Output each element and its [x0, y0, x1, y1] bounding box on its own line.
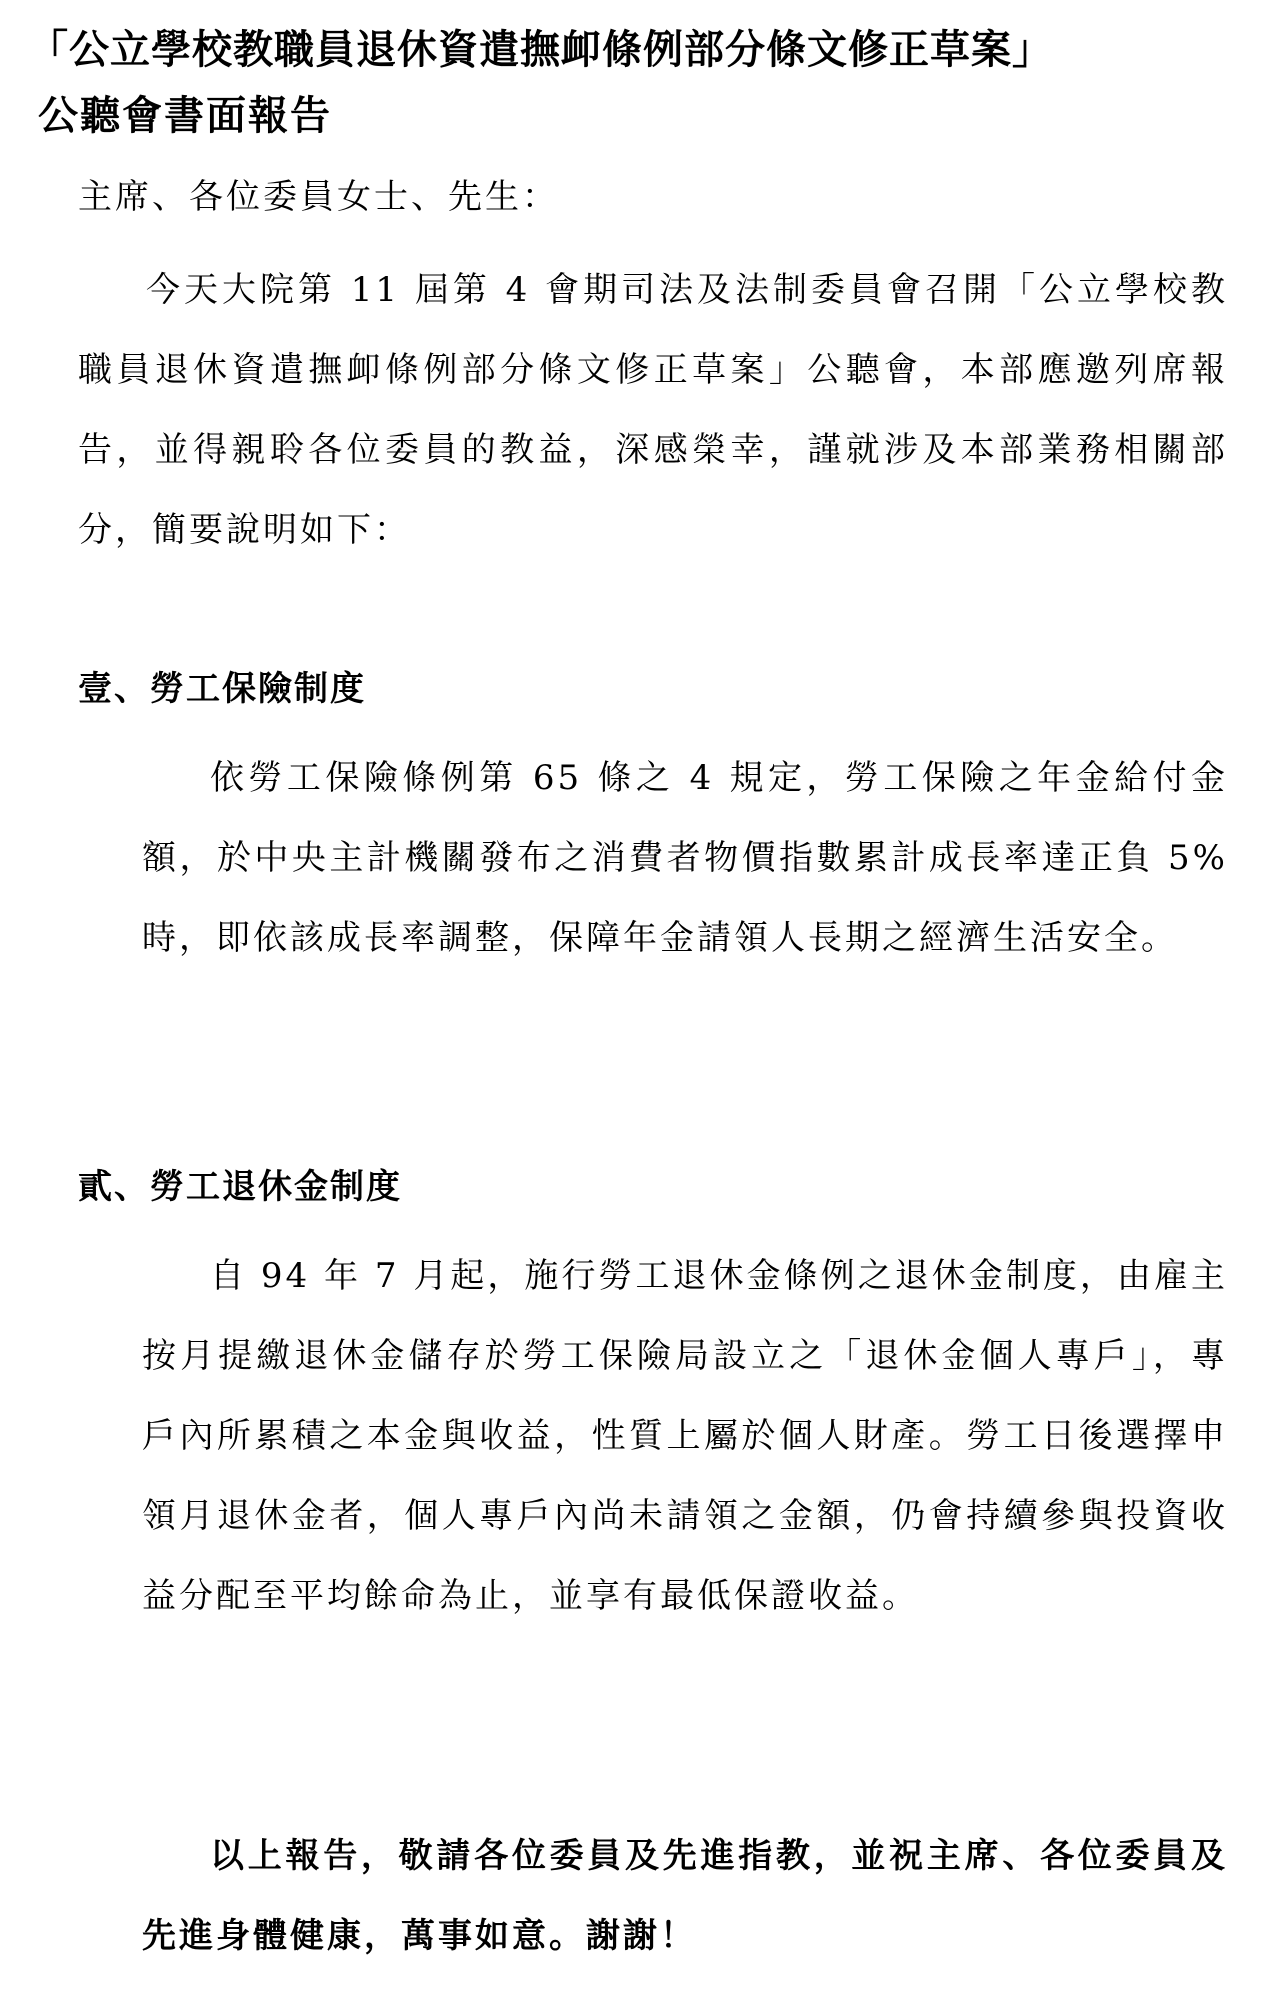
document-subtitle: 公聽會書面報告	[38, 93, 332, 139]
section-body-labor-pension: 自 94 年 7 月起，施行勞工退休金條例之退休金制度，由雇主按月提繳退休金儲存於勞工保險局設立之「退休金個人專戶」，專戶內所累積之本金與收益，性質上屬於個人財產。勞工日後選擇申領月退休金者，個人專戶內尚未請領之金額，仍會持續參與投資收益分配至平均餘命為止，並享有最低保證收益。	[142, 1256, 1228, 1616]
section-heading-labor-insurance: 壹、勞工保險制度	[78, 669, 366, 709]
section-body-labor-insurance: 依勞工保險條例第 65 條之 4 規定，勞工保險之年金給付金額，於中央主計機關發布之消費者物價指數累計成長率達正負 5%時，即依該成長率調整，保障年金請領人長期之經濟生活安全。	[142, 758, 1228, 958]
document-title: 「公立學校教職員退休資遣撫卹條例部分條文修正草案」	[28, 27, 1053, 73]
intro-paragraph: 今天大院第 11 屆第 4 會期司法及法制委員會召開「公立學校教職員退休資遣撫卹條例部分條文修正草案」公聽會，本部應邀列席報告，並得親聆各位委員的教益，深感榮幸，謹就涉及本部業務相關部分，簡要說明如下：	[78, 270, 1228, 550]
closing-paragraph: 以上報告，敬請各位委員及先進指教，並祝主席、各位委員及先進身體健康，萬事如意。謝謝！	[142, 1836, 1228, 1956]
salutation: 主席、各位委員女士、先生：	[78, 177, 559, 217]
section-heading-labor-pension: 貳、勞工退休金制度	[78, 1167, 402, 1207]
